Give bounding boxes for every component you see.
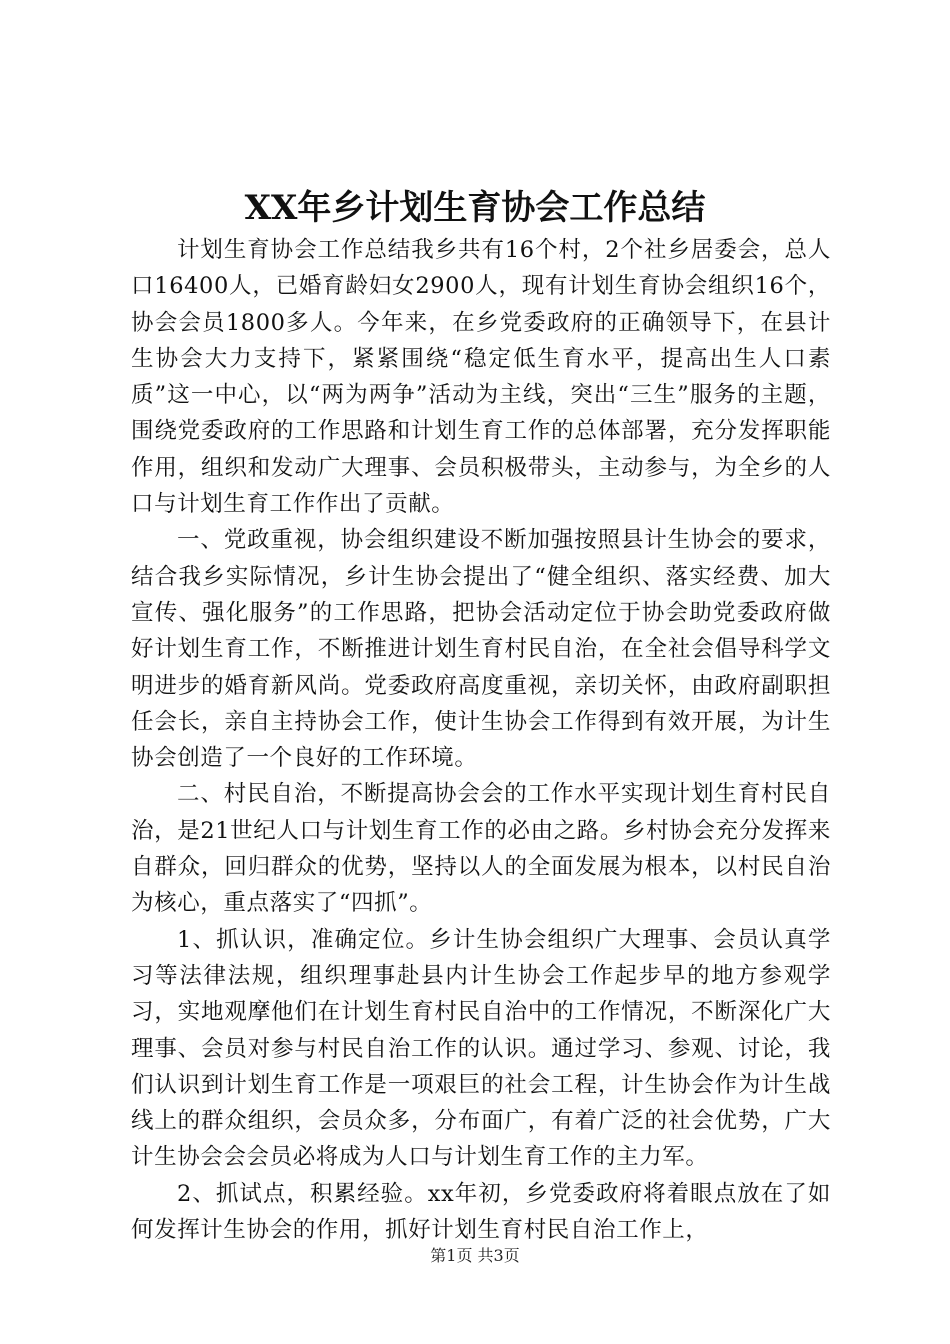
paragraph-item-2: 2、抓试点，积累经验。xx年初，乡党委政府将着眼点放在了如何发挥计生协会的作用，抓好计划生育村民自治工作上，: [131, 1180, 831, 1244]
page-footer: 第1页 共3页: [430, 1246, 520, 1265]
paragraph-intro: 计划生育协会工作总结我乡共有16个村，2个社乡居委会，总人口16400人，已婚育龄妇女2900人，现有计划生育协会组织16个，协会会员1800多人。今年来，在乡党委政府的正确领导下，在县计生协会大力支持下，紧紧围绕“稳定低生育水平，提高出生人口素质”这一中心，以“两为两争”活动为主线，突出“三生”服务的主题，围绕党委政府的工作思路和计划生育工作的总体部署，充分发挥职能作用，组织和发动广大理事、会员积极带头，主动参与，为全乡的人口与计划生育工作作出了贡献。: [131, 237, 831, 518]
document-body: [131, 232, 831, 1248]
paragraph-item-1: 1、抓认识，准确定位。乡计生协会组织广大理事、会员认真学习等法律法规，组织理事赴县内计生协会工作起步早的地方参观学习，实地观摩他们在计划生育村民自治中的工作情况，不断深化广大理事、会员对参与村民自治工作的认识。通过学习、参观、讨论，我们认识到计划生育工作是一项艰巨的社会工程，计生协会作为计生战线上的群众组织，会员众多，分布面广，有着广泛的社会优势，广大计生协会会会员必将成为人口与计划生育工作的主力军。: [131, 926, 831, 1171]
paragraph-section-1: 一、党政重视，协会组织建设不断加强按照县计生协会的要求，结合我乡实际情况，乡计生协会提出了“健全组织、落实经费、加大宣传、强化服务”的工作思路，把协会活动定位于协会助党委政府做好计划生育工作，不断推进计划生育村民自治，在全社会倡导科学文明进步的婚育新风尚。党委政府高度重视，亲切关怀，由政府副职担任会长，亲自主持协会工作，使计生协会工作得到有效开展，为计生协会创造了一个良好的工作环境。: [131, 527, 831, 772]
paragraph-section-2: 二、村民自治，不断提高协会会的工作水平实现计划生育村民自治，是21世纪人口与计划生育工作的必由之路。乡村协会充分发挥来自群众，回归群众的优势，坚持以人的全面发展为根本，以村民自治为核心，重点落实了“四抓”。: [131, 781, 831, 917]
document-title: XX年乡计划生育协会工作总结: [244, 188, 706, 228]
